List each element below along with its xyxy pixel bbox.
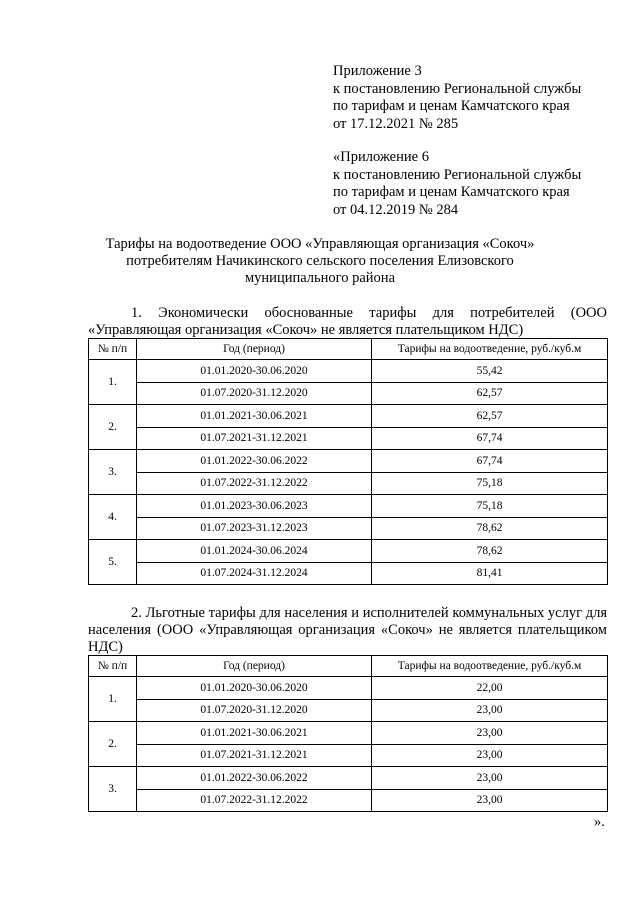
- tariff-cell: 67,74: [372, 427, 608, 450]
- period-cell: 01.01.2020-30.06.2020: [137, 677, 372, 700]
- period-cell: 01.07.2021-31.12.2021: [137, 427, 372, 450]
- appendix-line: от 17.12.2021 № 285: [333, 115, 459, 132]
- appendix-line: по тарифам и ценам Камчатского края: [333, 98, 570, 114]
- header-number: № п/п: [89, 339, 137, 360]
- closing-quote-mark: ».: [594, 814, 605, 830]
- section-2-heading: 2. Льготные тарифы для населения и исполнителей коммунальных услуг для населения (ООО «Управляющая организация «Сокоч» не является плательщиком НДС): [88, 605, 607, 655]
- tariff-cell: 75,18: [372, 472, 608, 495]
- table-row: [89, 562, 608, 585]
- tariff-cell: 67,74: [372, 450, 608, 473]
- period-cell: 01.01.2021-30.06.2021: [137, 405, 372, 428]
- period-cell: 01.01.2022-30.06.2022: [137, 450, 372, 473]
- row-number: 4.: [89, 495, 137, 540]
- tariff-cell: 62,57: [372, 382, 608, 405]
- tariff-cell: 78,62: [372, 540, 608, 563]
- row-number: 2.: [89, 722, 137, 767]
- tariff-cell: 23,00: [372, 744, 608, 767]
- table-row: [89, 767, 608, 790]
- tariff-table-preferential: [88, 655, 608, 812]
- appendix-line: к постановлению Региональной службы: [333, 80, 582, 97]
- tariff-cell: 22,00: [372, 677, 608, 700]
- appendix-line: к постановлению Региональной службы: [333, 166, 582, 183]
- table-row: [89, 382, 608, 405]
- appendix-line: по тарифам и ценам Камчатского края: [333, 184, 570, 200]
- header-tariff: Тарифы на водоотведение, руб./куб.м: [372, 339, 608, 360]
- period-cell: 01.07.2020-31.12.2020: [137, 699, 372, 722]
- row-number: 3.: [89, 450, 137, 495]
- tariff-cell: 23,00: [372, 699, 608, 722]
- header-period: Год (период): [137, 339, 372, 360]
- period-cell: 01.01.2021-30.06.2021: [137, 722, 372, 745]
- table-row: [89, 677, 608, 700]
- table-row: [89, 495, 608, 518]
- tariff-cell: 55,42: [372, 360, 608, 383]
- table-row: [89, 744, 608, 767]
- appendix-header-current: [333, 63, 581, 133]
- table-row: [89, 427, 608, 450]
- table-row: [89, 722, 608, 745]
- appendix-line: Приложение 3: [333, 63, 422, 79]
- table-row: [89, 699, 608, 722]
- tariff-cell: 23,00: [372, 789, 608, 812]
- tariff-cell: 62,57: [372, 405, 608, 428]
- document-title: Тарифы на водоотведение ООО «Управляющая организация «Сокоч» потребителям Начикинского сельского поселения Елизовского муниципального района: [105, 236, 535, 286]
- table-row: [89, 540, 608, 563]
- tariff-cell: 23,00: [372, 767, 608, 790]
- appendix-line: «Приложение 6: [333, 149, 429, 165]
- period-cell: 01.01.2020-30.06.2020: [137, 360, 372, 383]
- period-cell: 01.07.2023-31.12.2023: [137, 517, 372, 540]
- tariff-cell: 81,41: [372, 562, 608, 585]
- row-number: 3.: [89, 767, 137, 812]
- period-cell: 01.01.2023-30.06.2023: [137, 495, 372, 518]
- header-number: № п/п: [89, 656, 137, 677]
- appendix-header-previous: [333, 149, 581, 219]
- header-period: Год (период): [137, 656, 372, 677]
- row-number: 2.: [89, 405, 137, 450]
- period-cell: 01.07.2021-31.12.2021: [137, 744, 372, 767]
- tariff-cell: 75,18: [372, 495, 608, 518]
- table-row: [89, 472, 608, 495]
- period-cell: 01.07.2022-31.12.2022: [137, 472, 372, 495]
- period-cell: 01.01.2024-30.06.2024: [137, 540, 372, 563]
- header-tariff: Тарифы на водоотведение, руб./куб.м: [372, 656, 608, 677]
- table-row: [89, 405, 608, 428]
- table-row: [89, 789, 608, 812]
- row-number: 5.: [89, 540, 137, 585]
- period-cell: 01.07.2024-31.12.2024: [137, 562, 372, 585]
- period-cell: 01.07.2020-31.12.2020: [137, 382, 372, 405]
- table-row: [89, 360, 608, 383]
- table-row: [89, 517, 608, 540]
- row-number: 1.: [89, 677, 137, 722]
- period-cell: 01.01.2022-30.06.2022: [137, 767, 372, 790]
- table-header-row: [89, 656, 608, 677]
- tariff-table-economic: [88, 338, 608, 585]
- section-1-heading: 1. Экономически обоснованные тарифы для потребителей (ООО «Управляющая организация «Сокоч» не является плательщиком НДС): [88, 305, 607, 338]
- tariff-cell: 23,00: [372, 722, 608, 745]
- appendix-line: от 04.12.2019 № 284: [333, 201, 459, 218]
- period-cell: 01.07.2022-31.12.2022: [137, 789, 372, 812]
- table-row: [89, 450, 608, 473]
- table-header-row: [89, 339, 608, 360]
- row-number: 1.: [89, 360, 137, 405]
- tariff-cell: 78,62: [372, 517, 608, 540]
